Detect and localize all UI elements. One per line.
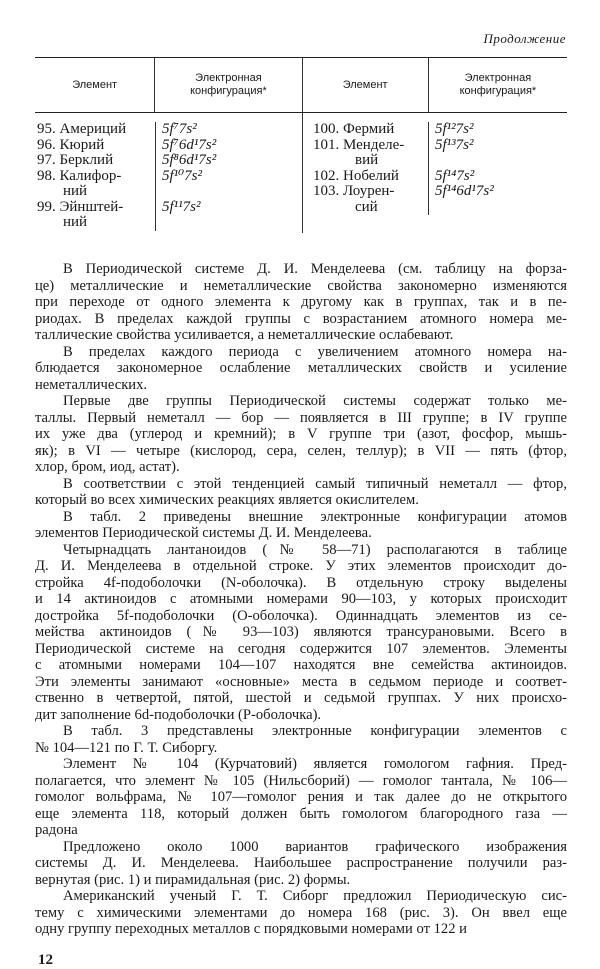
- element-name-line: 99. Эйнштей-: [37, 198, 124, 215]
- element-name-line: сий: [355, 198, 378, 215]
- table-left-half: [35, 113, 302, 233]
- continuation-label: Продолжение: [483, 31, 566, 46]
- text-line: блюдается закономерное ослабление металлических свойств и усиление: [35, 360, 567, 376]
- paragraph: [35, 393, 567, 476]
- text-line: як); в VI — четыре (кислород, сера, селен, теллур); в VII — пять (фтор,: [35, 442, 567, 459]
- table-row: [303, 184, 567, 215]
- element-name-line: 102. Нобелий: [313, 167, 399, 184]
- paragraph: [35, 888, 567, 938]
- paragraph: [35, 542, 567, 724]
- text-line: В соответствии с этой тенденцией самый типичный неметалл — фтор,: [63, 475, 567, 492]
- element-name: [35, 122, 155, 138]
- table-right-half: [302, 113, 567, 233]
- text-line: Американский ученый Г. Т. Сиборг предложил Периодическую сис-: [63, 888, 567, 904]
- electron-config: 5f¹⁴7s²: [428, 169, 567, 185]
- text-line: с атомными номерами 104—107 находятся вне семейства актиноидов.: [35, 657, 567, 673]
- text-line: радона: [35, 822, 78, 838]
- element-name: [35, 169, 155, 200]
- text-line: достройка 5f-подоболочки (O-оболочка). Одиннадцать элементов из се-: [35, 607, 567, 624]
- electron-config: 5f¹²7s²: [428, 122, 567, 138]
- electron-config: 5f¹¹7s²: [155, 200, 302, 231]
- text-line: их уже два (углерод и кремний); в V группе три (азот, фосфор, мышь-: [35, 426, 567, 442]
- header-element: Элемент: [302, 58, 428, 112]
- text-line: риодах. В пределах каждой группы с возрастанием атомного номера ме-: [35, 310, 567, 327]
- table-row: [35, 122, 302, 138]
- element-name: [35, 138, 155, 154]
- text-line: таллы. Первый неметалл — бор — появляется в III группе; в IV группе: [35, 409, 567, 426]
- paragraph: [35, 839, 567, 889]
- text-line: ственно в четвертой, пятой, шестой и седьмой группах. У них происхо-: [35, 690, 567, 706]
- element-name: [303, 122, 428, 138]
- table-body: [35, 113, 567, 233]
- table-row: [303, 122, 567, 138]
- text-line: Четырнадцать лантаноидов (№ 58—71) располагаются в таблице: [63, 541, 567, 558]
- table-row: [35, 200, 302, 231]
- text-line: вернутая (рис. 1) и пирамидальная (рис. 2) формы.: [35, 871, 351, 888]
- text-line: В Периодической системе Д. И. Менделеева (см. таблицу на форза-: [63, 261, 567, 277]
- text-line: В табл. 2 приведены внешние электронные конфигурации атомов: [63, 508, 567, 525]
- electron-config: 5f⁸6d¹7s²: [155, 153, 302, 169]
- text-line: В пределах каждого периода с увеличением атомного номера на-: [63, 343, 567, 360]
- element-name-line: 97. Берклий: [37, 152, 114, 168]
- text-line: одну группу переходных металлов с порядковыми номерами от 122 и: [35, 921, 467, 937]
- element-name: [303, 184, 428, 215]
- element-name-line: вий: [355, 152, 379, 168]
- text-line: и 14 актиноидов с атомными номерами 90—103, у которых происходит: [35, 591, 567, 607]
- electron-config-table: [35, 57, 567, 233]
- header-config: Электронная конфигурация*: [154, 58, 301, 112]
- electron-config: 5f¹³7s²: [428, 138, 567, 169]
- element-name: [303, 138, 428, 169]
- text-line: Первые две группы Периодической системы содержат только ме-: [63, 393, 567, 409]
- paragraph: [35, 723, 567, 756]
- body-text: [35, 261, 567, 938]
- electron-config: 5f⁷6d¹7s²: [155, 138, 302, 154]
- header-config: Электронная конфигурация*: [428, 58, 567, 112]
- page-number: 12: [38, 952, 53, 968]
- paragraph: [35, 509, 567, 542]
- element-name: [303, 169, 428, 185]
- text-line: еще элемента 118, который должен быть гомологом благородного газа —: [35, 805, 567, 822]
- text-line: таллические свойства усиливается, а неметаллические ослабевают.: [35, 327, 454, 343]
- text-line: В табл. 3 представлены электронные конфигурации элементов с: [63, 723, 567, 739]
- element-name-line: 103. Лоурен-: [313, 183, 395, 199]
- paragraph: [35, 756, 567, 839]
- table-header: [35, 58, 567, 112]
- text-line: гомолог вольфрама, № 107—гомолог рения и так далее до не открытого: [35, 789, 567, 805]
- text-line: Элемент № 104 (Курчатовий) является гомологом гафния. Пред-: [63, 756, 567, 772]
- table-row: [35, 169, 302, 200]
- table-row: [303, 169, 567, 185]
- text-line: мейства актиноидов (№ 93—103) являются трансурановыми. Всего в: [35, 624, 567, 640]
- paragraph: [35, 261, 567, 344]
- paragraph: [35, 344, 567, 394]
- text-line: Эти элементы занимают «основные» места в седьмом периоде и соответ-: [35, 673, 567, 690]
- text-line: хлор, бром, иод, астат).: [35, 459, 180, 475]
- electron-config: 5f⁷7s²: [155, 122, 302, 138]
- text-line: тему с химическими элементами до номера 168 (рис. 3). Он ввел еще: [35, 904, 567, 921]
- element-name-line: 100. Фермий: [313, 121, 395, 137]
- text-line: стройка 4f-подоболочки (N-оболочка). В отдельную строку выделены: [35, 574, 567, 591]
- electron-config: 5f¹⁴6d¹7s²: [428, 184, 567, 215]
- element-name-line: ний: [63, 183, 88, 199]
- text-line: системы Д. И. Менделеева. Наибольшее распространение получили раз-: [35, 855, 567, 871]
- electron-config: 5f¹⁰7s²: [155, 169, 302, 200]
- element-name: [35, 153, 155, 169]
- text-line: Периодической системе на сегодня содержится 107 элементов. Элементы: [35, 640, 567, 657]
- text-line: це) металлические и неметаллические свойства закономерно изменяются: [35, 277, 567, 294]
- text-line: Д. И. Менделеева в отдельной строке. У этих элементов происходит до-: [35, 558, 567, 574]
- element-name: [35, 200, 155, 231]
- element-name-line: ний: [63, 214, 88, 230]
- text-line: при переходе от одного элемента к другому как в группах, так и в пе-: [35, 294, 567, 310]
- table-row: [303, 138, 567, 169]
- element-name-line: 96. Кюрий: [37, 136, 105, 153]
- paragraph: [35, 476, 567, 509]
- text-line: дит заполнение 6d-подоболочки (P-оболочка).: [35, 706, 322, 723]
- text-line: № 104—121 по Г. Т. Сиборгу.: [35, 739, 218, 756]
- text-line: полагается, что элемент № 105 (Нильсборий) — гомолог тантала, № 106—: [35, 772, 567, 789]
- text-line: элементов Периодической системы Д. И. Менделеева.: [35, 525, 372, 541]
- table-row: [35, 153, 302, 169]
- text-line: Предложено около 1000 вариантов графического изображения: [63, 838, 567, 855]
- text-line: неметаллических.: [35, 376, 148, 393]
- header-element: Элемент: [72, 78, 118, 91]
- element-name-line: 101. Менделе-: [313, 136, 405, 153]
- element-name-line: 98. Калифор-: [37, 167, 122, 184]
- text-line: который во всех химических реакциях является окислителем.: [35, 492, 419, 508]
- element-name-line: 95. Америций: [37, 121, 127, 137]
- table-row: [35, 138, 302, 154]
